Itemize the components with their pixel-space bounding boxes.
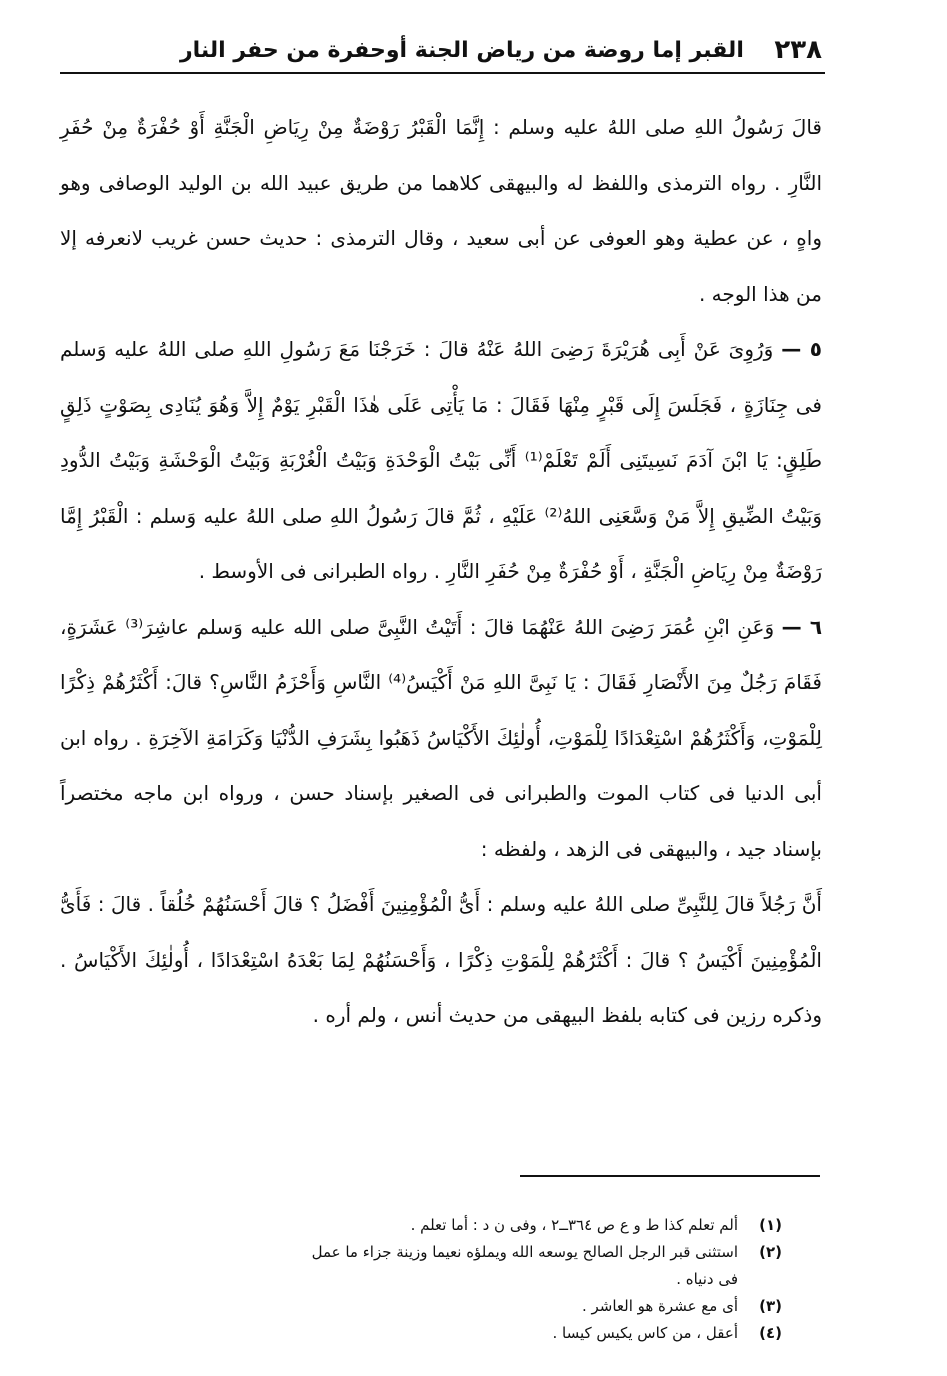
- paragraph-1: قالَ رَسُولُ اللهِ صلى اللهُ عليه وسلم : إِنَّمَا الْقَبْرُ رَوْضَةٌ مِنْ رِيَاضِ الْجَنَّةِ أَوْ حُفْرَةٌ مِنْ حُفَرِ النَّارِ . رواه الترمذى واللفظ له والبيهقى كلاهما من طريق عبيد الله بن الوليد الوصافى وهو واهٍ ، عن عطية وهو العوفى عن أبى سعيد ، وقال الترمذى : حديث حسن غريب لانعرفه إلا من هذا الوجه .: [60, 115, 822, 306]
- paragraph-3-text: وَعَنِ ابْنِ عُمَرَ رَضِىَ اللهُ عَنْهُمَا قالَ : أَتَيْتُ النَّبِىَّ صلى الله عليه وَسلم عاشِرَ⁽³⁾ عَشَرَةٍ، فَقَامَ رَجُلٌ مِنَ الأَنْصَارِ فَقَالَ : يَا نَبِىَّ اللهِ مَنْ أَكْيَسُ⁽⁴⁾ النَّاسِ وَأَحْزَمُ النَّاسِ؟ قالَ: أَكْثَرُهُمْ ذِكْرًا لِلْمَوْتِ، وَأَكْثَرُهُمْ اسْتِعْدَادًا لِلْمَوْتِ، أُولٰئِكَ الأَكْيَاسُ ذَهَبُوا بِشَرَفِ الدُّنْيَا وَكَرَامَةِ الآخِرَةِ . رواه ابن أبى الدنيا فى كتاب الموت والطبرانى فى الصغير بإسناد حسن ، ورواه ابن ماجه مختصراً بإسناد جيد ، والبيهقى فى الزهد ، ولفظه :: [60, 614, 822, 861]
- footnote-3: [300, 1293, 782, 1320]
- main-text: [60, 100, 822, 1145]
- footnote-mark: (٢): [759, 1243, 782, 1261]
- hadith-number-5: ٥ —: [781, 337, 822, 361]
- footnote-mark: (٤): [759, 1324, 782, 1342]
- paragraph-2-text: وَرُوِىَ عَنْ أَبِى هُرَيْرَةَ رَضِىَ اللهُ عَنْهُ قالَ : خَرَجْنَا مَعَ رَسُولِ اللهِ صلى اللهُ عليه وَسلم فى جِنَازَةٍ ، فَجَلَسَ إِلَى قَبْرٍ مِنْهَا فَقَالَ : مَا يَأْتِى عَلَى هٰذَا الْقَبْرِ يَوْمٌ إِلاَّ وَهُوَ يُنَادِى بِصَوْتٍ ذَلِقٍ طَلِقٍ: يَا ابْنَ آدَمَ نَسِيتَنِى أَلَمْ تَعْلَمْ⁽¹⁾ أَنِّى بَيْتُ الْوَحْدَةِ وَبَيْتُ الْغُرْبَةِ وَبَيْتُ الْوَحْشَةِ وَبَيْتُ الدُّودِ وَبَيْتُ الضِّيقِ إِلاَّ مَنْ وَسَّعَنِى اللهُ⁽²⁾ عَلَيْهِ ، ثُمَّ قالَ رَسُولُ اللهِ صلى اللهُ عليه وَسلم : الْقَبْرُ إِمَّا رَوْضَةٌ مِنْ رِيَاضِ الْجَنَّةِ ، أَوْ حُفْرَةٌ مِنْ حُفَرِ النَّارِ . رواه الطبرانى فى الأوسط .: [60, 337, 822, 583]
- footnote-text: ألم تعلم كذا ط و ع ص ٣٦٤ــ٢ ، وفى ن د : أما تعلم .: [410, 1216, 738, 1234]
- footnote-mark: (١): [759, 1216, 782, 1234]
- header-rule: [60, 72, 825, 74]
- footnote-text: استثنى قبر الرجل الصالح يوسعه الله ويملؤه نعيما وزينة جزاء ما عمل فى دنياه .: [311, 1243, 738, 1288]
- footnote-text: أى مع عشرة هو العاشر .: [581, 1297, 738, 1315]
- footnotes: [300, 1212, 782, 1347]
- running-title: القبر إما روضة من رياض الجنة أوحفرة من حفر النار: [180, 37, 744, 63]
- paragraph-2: [60, 322, 822, 600]
- page-number: ٢٣٨: [774, 35, 822, 65]
- page-header: [60, 30, 822, 70]
- footnote-2: [300, 1239, 782, 1293]
- footnote-text: أعقل ، من كاس يكيس كيسا .: [552, 1324, 738, 1342]
- footnote-rule: [520, 1175, 820, 1177]
- hadith-number-6: ٦ —: [781, 614, 823, 639]
- footnote-mark: (٣): [759, 1297, 782, 1315]
- paragraph-3: [60, 600, 822, 878]
- footnote-4: [300, 1320, 782, 1347]
- paragraph-4: أَنَّ رَجُلاً قالَ لِلنَّبِىِّ صلى اللهُ عليه وسلم : أَىُّ الْمُؤْمِنِينَ أَفْضَلُ ؟ قالَ أَحْسَنُهُمْ خُلُقاً . قالَ : فَأَىُّ الْمُؤْمِنِينَ أَكْيَسُ ؟ قالَ : أَكْثَرُهُمْ لِلْمَوْتِ ذِكْرًا ، وَأَحْسَنُهُمْ لِمَا بَعْدَهُ اسْتِعْدَادًا ، أُولٰئِكَ الأَكْيَاسُ . وذكره رزين فى كتابه بلفظ البيهقى من حديث أنس ، ولم أره .: [60, 892, 822, 1027]
- footnote-1: [300, 1212, 782, 1239]
